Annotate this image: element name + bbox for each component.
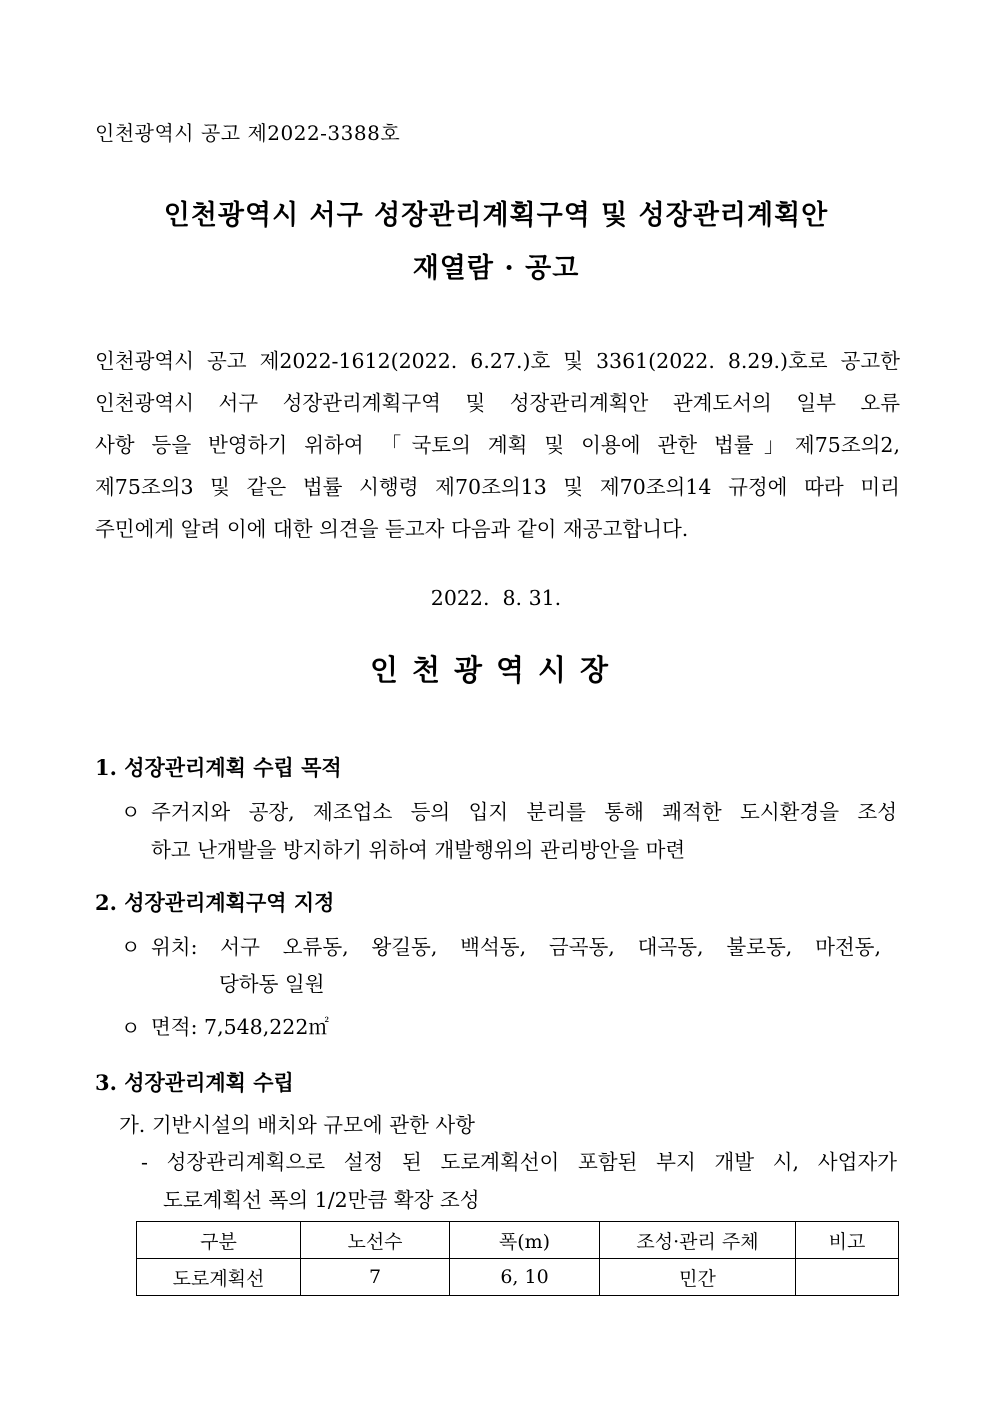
table-cell: 도로계획선	[137, 1259, 301, 1296]
section3-dash-line1: - 성장관리계획으로 설정 된 도로계획선이 포함된 부지 개발 시, 사업자가	[141, 1150, 897, 1174]
section3-dash-line2: 도로계획선 폭의 1/2만큼 확장 조성	[163, 1188, 480, 1212]
road-plan-table	[136, 1221, 899, 1296]
notice-date: 2022. 8. 31.	[430, 586, 562, 610]
notice-body-line: 인천광역시 서구 성장관리계획구역 및 성장관리계획안 관계도서의 일부 오류	[95, 391, 900, 415]
table-header-cell: 구분	[137, 1222, 301, 1259]
bullet-icon: ㅇ	[121, 935, 141, 959]
bullet-icon: ㅇ	[121, 1016, 141, 1040]
issuer-name: 인천광역시장	[369, 653, 623, 687]
section1-heading: 1. 성장관리계획 수립 목적	[95, 755, 342, 780]
table-header-cell: 폭(m)	[450, 1222, 600, 1259]
table-row	[137, 1259, 899, 1296]
location-line1: 위치: 서구 오류동, 왕길동, 백석동, 금곡동, 대곡동, 불로동, 마전동,	[151, 935, 881, 959]
notice-body	[95, 340, 900, 550]
table-cell: 7	[301, 1259, 450, 1296]
notice-title-line1: 인천광역시 서구 성장관리계획구역 및 성장관리계획안	[163, 200, 829, 231]
table-header-cell: 노선수	[301, 1222, 450, 1259]
notice-body-line: 주민에게 알려 이에 대한 의견을 듣고자 다음과 같이 재공고합니다.	[95, 517, 689, 541]
table-cell	[796, 1259, 899, 1296]
table-cell: 6, 10	[450, 1259, 600, 1296]
table-header-row	[137, 1222, 899, 1259]
table-header-cell: 비고	[796, 1222, 899, 1259]
notice-body-line: 제75조의3 및 같은 법률 시행령 제70조의13 및 제70조의14 규정에 따라 미리	[95, 475, 900, 499]
section2-heading: 2. 성장관리계획구역 지정	[95, 890, 335, 915]
notice-body-line: 사항 등을 반영하기 위하여 「국토의 계획 및 이용에 관한 법률」제75조의2,	[95, 433, 900, 457]
section3-subheading: 가. 기반시설의 배치와 규모에 관한 사항	[119, 1113, 475, 1137]
area-line: 면적: 7,548,222㎡	[151, 1015, 329, 1039]
location-line2: 당하동 일원	[219, 972, 325, 996]
table-header-cell: 조성·관리 주체	[600, 1222, 796, 1259]
bullet-icon: ㅇ	[121, 800, 141, 824]
notice-title-line2: 재열람 · 공고	[412, 253, 580, 284]
table-cell: 민간	[600, 1259, 796, 1296]
notice-number: 인천광역시 공고 제2022-3388호	[95, 121, 401, 145]
section3-heading: 3. 성장관리계획 수립	[95, 1070, 294, 1095]
notice-body-line: 인천광역시 공고 제2022-1612(2022. 6.27.)호 및 3361(2022. 8.29.)호로 공고한	[95, 349, 900, 373]
section1-line2: 하고 난개발을 방지하기 위하여 개발행위의 관리방안을 마련	[151, 838, 686, 862]
section1-line1: 주거지와 공장, 제조업소 등의 입지 분리를 통해 쾌적한 도시환경을 조성	[151, 800, 897, 824]
